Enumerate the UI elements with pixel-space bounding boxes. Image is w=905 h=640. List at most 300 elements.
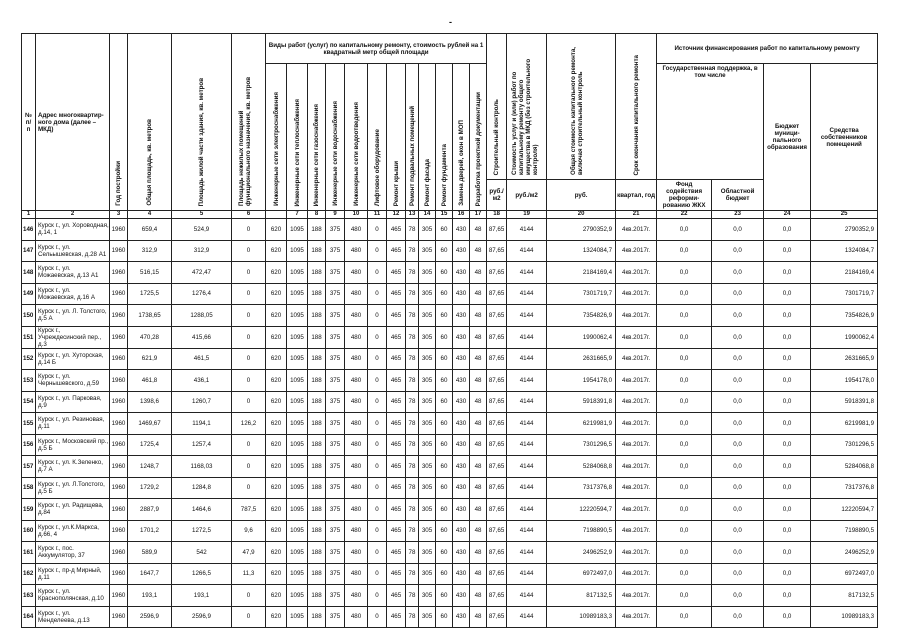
row-work-cost: 620 [266, 391, 287, 413]
row-work-cost: 430 [453, 456, 470, 478]
row-control: 87,65 [487, 413, 507, 435]
row-work-cost: 1095 [287, 326, 308, 348]
row-work-cost: 480 [345, 262, 368, 284]
row-address: Курск г., ул. Чернышевского, д.59 [36, 370, 110, 392]
column-number: 1 [22, 211, 36, 219]
row-number: 154 [22, 391, 36, 413]
row-work-cost: 305 [419, 370, 436, 392]
row-municipal: 0,0 [764, 585, 811, 607]
column-number: 22 [657, 211, 712, 219]
row-living-area: 1276,4 [172, 283, 232, 305]
row-work-cost: 1095 [287, 520, 308, 542]
row-work-cost: 60 [436, 219, 453, 241]
row-work-cost: 430 [453, 305, 470, 327]
row-work-cost: 305 [419, 606, 436, 628]
row-living-area: 312,9 [172, 240, 232, 262]
row-work-cost: 60 [436, 305, 453, 327]
row-work-cost: 78 [406, 219, 419, 241]
row-living-area: 415,66 [172, 326, 232, 348]
row-fund: 0,0 [657, 606, 712, 628]
row-owners: 7301719,7 [811, 283, 878, 305]
row-work-cost: 305 [419, 456, 436, 478]
row-work-cost: 1095 [287, 477, 308, 499]
row-work-cost: 60 [436, 542, 453, 564]
row-work-cost: 1095 [287, 499, 308, 521]
row-work-cost: 465 [387, 348, 406, 370]
table-row [22, 563, 878, 585]
row-total-cost: 2631665,9 [547, 348, 616, 370]
row-work-cost: 78 [406, 348, 419, 370]
row-work-cost: 620 [266, 326, 287, 348]
column-number: 11 [368, 211, 387, 219]
row-total-area: 461,8 [128, 370, 172, 392]
row-total-area: 312,9 [128, 240, 172, 262]
table-row [22, 262, 878, 284]
row-work-cost: 48 [470, 305, 487, 327]
row-number: 161 [22, 542, 36, 564]
row-work-cost: 60 [436, 499, 453, 521]
row-year: 1960 [110, 606, 128, 628]
row-unit-cost: 4144 [507, 434, 547, 456]
row-end-date: 4кв.2017г. [616, 499, 657, 521]
row-work-cost: 305 [419, 305, 436, 327]
row-year: 1960 [110, 542, 128, 564]
row-total-cost: 12220594,7 [547, 499, 616, 521]
row-total-cost: 6972497,0 [547, 563, 616, 585]
row-work-cost: 1095 [287, 456, 308, 478]
row-unit-cost: 4144 [507, 262, 547, 284]
row-work-cost: 188 [308, 370, 326, 392]
row-year: 1960 [110, 305, 128, 327]
table-row [22, 499, 878, 521]
row-owners: 12220594,7 [811, 499, 878, 521]
row-owners: 6972497,0 [811, 563, 878, 585]
row-year: 1960 [110, 262, 128, 284]
row-work-cost: 60 [436, 370, 453, 392]
row-regional: 0,0 [712, 262, 764, 284]
row-owners: 7301296,5 [811, 434, 878, 456]
header-work-12: Разработка проектной документации [470, 64, 487, 211]
row-address: Курск г., ул. Радищева, д.84 [36, 499, 110, 521]
row-work-cost: 620 [266, 370, 287, 392]
row-total-cost: 5284068,8 [547, 456, 616, 478]
row-regional: 0,0 [712, 283, 764, 305]
row-number: 152 [22, 348, 36, 370]
row-work-cost: 0 [368, 391, 387, 413]
row-end-date: 4кв.2017г. [616, 262, 657, 284]
row-living-area: 472,47 [172, 262, 232, 284]
column-number: 3 [110, 211, 128, 219]
row-municipal: 0,0 [764, 456, 811, 478]
row-total-cost: 2184169,4 [547, 262, 616, 284]
row-work-cost: 188 [308, 283, 326, 305]
row-work-cost: 48 [470, 563, 487, 585]
row-work-cost: 375 [326, 477, 345, 499]
column-number: 9 [326, 211, 345, 219]
row-work-cost: 480 [345, 240, 368, 262]
header-state-support: Государственная поддержка, в том числе [657, 64, 764, 180]
row-year: 1960 [110, 370, 128, 392]
row-control: 87,65 [487, 563, 507, 585]
row-work-cost: 78 [406, 283, 419, 305]
page-marker: - [449, 17, 452, 27]
row-municipal: 0,0 [764, 326, 811, 348]
row-work-cost: 78 [406, 370, 419, 392]
row-work-cost: 188 [308, 542, 326, 564]
row-owners: 1324084,7 [811, 240, 878, 262]
row-work-cost: 188 [308, 348, 326, 370]
row-work-cost: 480 [345, 499, 368, 521]
row-work-cost: 305 [419, 262, 436, 284]
row-year: 1960 [110, 240, 128, 262]
row-work-cost: 48 [470, 370, 487, 392]
row-work-cost: 620 [266, 585, 287, 607]
column-number: 6 [232, 211, 266, 219]
row-fund: 0,0 [657, 370, 712, 392]
row-end-date: 4кв.2017г. [616, 370, 657, 392]
row-number: 148 [22, 262, 36, 284]
row-total-area: 1738,65 [128, 305, 172, 327]
row-owners: 5284068,8 [811, 456, 878, 478]
column-number-blank [266, 211, 287, 219]
row-work-cost: 0 [368, 585, 387, 607]
column-number: 13 [406, 211, 419, 219]
column-numbers-row [22, 211, 878, 219]
row-regional: 0,0 [712, 219, 764, 241]
row-owners: 10989183,3 [811, 606, 878, 628]
row-work-cost: 480 [345, 219, 368, 241]
row-total-area: 1701,2 [128, 520, 172, 542]
row-fund: 0,0 [657, 563, 712, 585]
row-owners: 2790352,9 [811, 219, 878, 241]
row-year: 1960 [110, 413, 128, 435]
row-unit-cost: 4144 [507, 413, 547, 435]
row-work-cost: 430 [453, 219, 470, 241]
row-work-cost: 1095 [287, 606, 308, 628]
header-total-area: Общая площадь, кв. метров [128, 34, 172, 211]
row-work-cost: 48 [470, 240, 487, 262]
row-work-cost: 78 [406, 434, 419, 456]
row-nonres-area: 0 [232, 477, 266, 499]
header-work-1: Инженерные сети электроснабжения [266, 64, 287, 211]
header-work-8: Ремонт подвальных помещений [406, 64, 419, 211]
row-total-cost: 817132,5 [547, 585, 616, 607]
row-total-cost: 7317376,8 [547, 477, 616, 499]
row-work-cost: 1095 [287, 413, 308, 435]
row-end-date: 4кв.2017г. [616, 391, 657, 413]
row-regional: 0,0 [712, 477, 764, 499]
row-end-date: 4кв.2017г. [616, 477, 657, 499]
header-work-3: Инженерные сети газоснабжения [308, 64, 326, 211]
row-living-area: 1257,4 [172, 434, 232, 456]
row-owners: 2184169,4 [811, 262, 878, 284]
row-address: Курск г., пос. Аккумулятор, 37 [36, 542, 110, 564]
row-work-cost: 375 [326, 348, 345, 370]
column-number: 17 [470, 211, 487, 219]
row-number: 164 [22, 606, 36, 628]
header-work-2: Инженерные сети теплоснабжения [287, 64, 308, 211]
row-work-cost: 305 [419, 240, 436, 262]
row-work-cost: 305 [419, 283, 436, 305]
header-no: № п/п [22, 34, 36, 211]
row-total-area: 1469,67 [128, 413, 172, 435]
row-work-cost: 1095 [287, 262, 308, 284]
row-end-date: 4кв.2017г. [616, 520, 657, 542]
row-living-area: 1194,1 [172, 413, 232, 435]
row-work-cost: 480 [345, 434, 368, 456]
row-owners: 7317376,8 [811, 477, 878, 499]
row-municipal: 0,0 [764, 219, 811, 241]
row-work-cost: 465 [387, 305, 406, 327]
row-work-cost: 430 [453, 391, 470, 413]
row-nonres-area: 0 [232, 434, 266, 456]
row-fund: 0,0 [657, 305, 712, 327]
row-work-cost: 305 [419, 477, 436, 499]
row-work-cost: 375 [326, 391, 345, 413]
row-work-cost: 60 [436, 477, 453, 499]
row-end-date: 4кв.2017г. [616, 219, 657, 241]
row-year: 1960 [110, 585, 128, 607]
row-address: Курск г., ул. Л.Толстого, д.5 Б [36, 477, 110, 499]
row-work-cost: 305 [419, 219, 436, 241]
row-end-date: 4кв.2017г. [616, 585, 657, 607]
row-total-cost: 1990062,4 [547, 326, 616, 348]
row-fund: 0,0 [657, 520, 712, 542]
row-unit-cost: 4144 [507, 348, 547, 370]
row-living-area: 2596,9 [172, 606, 232, 628]
table-row [22, 456, 878, 478]
row-total-area: 2887,9 [128, 499, 172, 521]
row-address: Курск г., ул. Резиновая, д.11 [36, 413, 110, 435]
row-work-cost: 60 [436, 456, 453, 478]
row-work-cost: 620 [266, 219, 287, 241]
row-total-cost: 10989183,3 [547, 606, 616, 628]
header-work-4: Инженерные сети водоснабжения [326, 64, 345, 211]
row-work-cost: 0 [368, 456, 387, 478]
row-work-cost: 48 [470, 283, 487, 305]
row-work-cost: 188 [308, 434, 326, 456]
row-work-cost: 465 [387, 585, 406, 607]
row-work-cost: 48 [470, 606, 487, 628]
row-work-cost: 480 [345, 520, 368, 542]
row-living-area: 1272,5 [172, 520, 232, 542]
row-living-area: 1260,7 [172, 391, 232, 413]
row-total-cost: 7198890,5 [547, 520, 616, 542]
row-owners: 1990062,4 [811, 326, 878, 348]
row-work-cost: 1095 [287, 563, 308, 585]
row-work-cost: 1095 [287, 305, 308, 327]
row-regional: 0,0 [712, 499, 764, 521]
row-work-cost: 430 [453, 262, 470, 284]
row-work-cost: 480 [345, 370, 368, 392]
row-work-cost: 620 [266, 563, 287, 585]
row-work-cost: 430 [453, 606, 470, 628]
row-work-cost: 620 [266, 456, 287, 478]
row-work-cost: 188 [308, 262, 326, 284]
row-work-cost: 480 [345, 477, 368, 499]
row-unit-cost: 4144 [507, 305, 547, 327]
row-control: 87,65 [487, 477, 507, 499]
table-row [22, 283, 878, 305]
row-municipal: 0,0 [764, 348, 811, 370]
row-municipal: 0,0 [764, 477, 811, 499]
row-work-cost: 48 [470, 542, 487, 564]
header-financing-group: Источник финансирования работ по капитальному ремонту [657, 34, 878, 64]
row-work-cost: 305 [419, 520, 436, 542]
row-fund: 0,0 [657, 542, 712, 564]
row-work-cost: 480 [345, 391, 368, 413]
table-row [22, 219, 878, 241]
header-year: Год постройки [110, 34, 128, 211]
row-end-date: 4кв.2017г. [616, 305, 657, 327]
row-work-cost: 375 [326, 219, 345, 241]
header-work-5: Инженерные сети водоотведения [345, 64, 368, 211]
row-number: 159 [22, 499, 36, 521]
row-work-cost: 465 [387, 499, 406, 521]
header-work-7: Ремонт крыши [387, 64, 406, 211]
row-work-cost: 465 [387, 283, 406, 305]
row-work-cost: 0 [368, 542, 387, 564]
row-work-cost: 188 [308, 477, 326, 499]
row-fund: 0,0 [657, 283, 712, 305]
row-work-cost: 375 [326, 283, 345, 305]
row-total-area: 621,9 [128, 348, 172, 370]
row-work-cost: 375 [326, 520, 345, 542]
row-owners: 2496252,9 [811, 542, 878, 564]
row-control: 87,65 [487, 262, 507, 284]
row-work-cost: 480 [345, 326, 368, 348]
row-total-area: 1398,6 [128, 391, 172, 413]
row-work-cost: 60 [436, 413, 453, 435]
row-nonres-area: 0 [232, 283, 266, 305]
header-regional: Областной бюджет [712, 180, 764, 211]
row-work-cost: 620 [266, 477, 287, 499]
row-regional: 0,0 [712, 305, 764, 327]
row-total-area: 516,15 [128, 262, 172, 284]
row-unit-cost: 4144 [507, 520, 547, 542]
row-work-cost: 188 [308, 585, 326, 607]
header-end-date: Срок окончания капитального ремонта [616, 34, 657, 180]
row-owners: 6219981,9 [811, 413, 878, 435]
row-year: 1960 [110, 326, 128, 348]
row-regional: 0,0 [712, 520, 764, 542]
row-number: 147 [22, 240, 36, 262]
row-work-cost: 78 [406, 585, 419, 607]
row-work-cost: 60 [436, 240, 453, 262]
row-work-cost: 78 [406, 606, 419, 628]
row-living-area: 1464,6 [172, 499, 232, 521]
column-number: 25 [811, 211, 878, 219]
row-work-cost: 60 [436, 606, 453, 628]
row-work-cost: 620 [266, 434, 287, 456]
row-work-cost: 430 [453, 326, 470, 348]
row-work-cost: 1095 [287, 240, 308, 262]
row-work-cost: 0 [368, 348, 387, 370]
row-year: 1960 [110, 434, 128, 456]
row-work-cost: 188 [308, 499, 326, 521]
header-work-6: Лифтовое оборудование [368, 64, 387, 211]
unit-unit-cost: руб./м2 [507, 180, 547, 211]
row-total-cost: 1324084,7 [547, 240, 616, 262]
row-work-cost: 60 [436, 262, 453, 284]
row-work-cost: 0 [368, 283, 387, 305]
row-municipal: 0,0 [764, 520, 811, 542]
row-work-cost: 305 [419, 563, 436, 585]
row-unit-cost: 4144 [507, 370, 547, 392]
row-work-cost: 480 [345, 283, 368, 305]
row-work-cost: 620 [266, 283, 287, 305]
row-year: 1960 [110, 219, 128, 241]
row-number: 162 [22, 563, 36, 585]
unit-total-cost: руб. [547, 180, 616, 211]
row-work-cost: 480 [345, 456, 368, 478]
row-work-cost: 60 [436, 520, 453, 542]
row-fund: 0,0 [657, 326, 712, 348]
row-end-date: 4кв.2017г. [616, 606, 657, 628]
row-living-area: 1168,03 [172, 456, 232, 478]
row-work-cost: 465 [387, 326, 406, 348]
row-nonres-area: 0 [232, 391, 266, 413]
row-work-cost: 78 [406, 563, 419, 585]
row-address: Курск г., ул.К.Маркса, д.66, 4 [36, 520, 110, 542]
row-number: 163 [22, 585, 36, 607]
row-work-cost: 305 [419, 542, 436, 564]
row-work-cost: 375 [326, 413, 345, 435]
row-nonres-area: 11,3 [232, 563, 266, 585]
row-work-cost: 430 [453, 542, 470, 564]
row-control: 87,65 [487, 542, 507, 564]
row-living-area: 461,5 [172, 348, 232, 370]
row-work-cost: 188 [308, 413, 326, 435]
header-unit-cost: Стоимость услуг и (или) работ по капитальному ремонту общего имущества в МКД (без строительного контроля) [507, 34, 547, 180]
row-work-cost: 430 [453, 585, 470, 607]
row-control: 87,65 [487, 305, 507, 327]
row-work-cost: 0 [368, 520, 387, 542]
row-owners: 5918391,8 [811, 391, 878, 413]
row-work-cost: 465 [387, 456, 406, 478]
row-work-cost: 430 [453, 413, 470, 435]
row-regional: 0,0 [712, 542, 764, 564]
row-work-cost: 48 [470, 262, 487, 284]
row-total-cost: 7354826,9 [547, 305, 616, 327]
row-nonres-area: 787,5 [232, 499, 266, 521]
row-work-cost: 1095 [287, 283, 308, 305]
row-work-cost: 375 [326, 262, 345, 284]
row-work-cost: 1095 [287, 348, 308, 370]
row-work-cost: 465 [387, 413, 406, 435]
row-work-cost: 480 [345, 606, 368, 628]
row-control: 87,65 [487, 283, 507, 305]
row-regional: 0,0 [712, 585, 764, 607]
row-work-cost: 60 [436, 391, 453, 413]
row-work-cost: 430 [453, 348, 470, 370]
row-control: 87,65 [487, 326, 507, 348]
header-address: Адрес многоквартир-ного дома (далее – МКД) [36, 34, 110, 211]
row-year: 1960 [110, 348, 128, 370]
row-unit-cost: 4144 [507, 542, 547, 564]
row-work-cost: 78 [406, 542, 419, 564]
row-municipal: 0,0 [764, 305, 811, 327]
column-number: 24 [764, 211, 811, 219]
row-work-cost: 0 [368, 477, 387, 499]
column-number: 18 [487, 211, 507, 219]
table-row [22, 305, 878, 327]
row-work-cost: 60 [436, 585, 453, 607]
row-work-cost: 1095 [287, 542, 308, 564]
table-row [22, 348, 878, 370]
row-work-cost: 188 [308, 391, 326, 413]
header-living-area: Площадь жилой части здания, кв. метров [172, 34, 232, 211]
